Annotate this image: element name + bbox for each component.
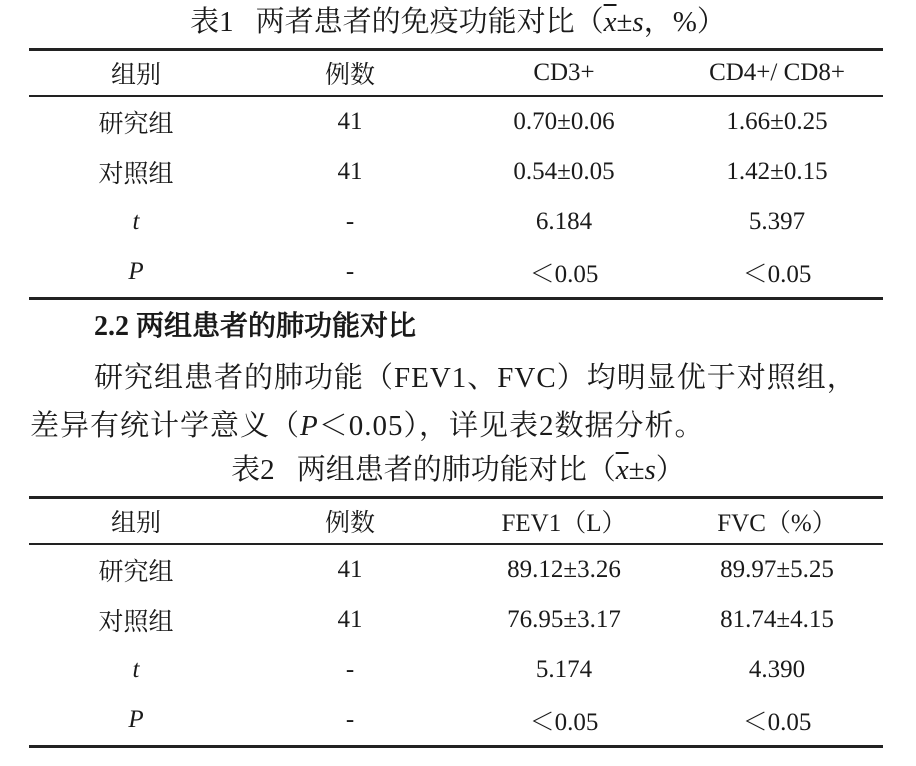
- table-cell: -: [345, 656, 355, 683]
- table-cell: 5.397: [748, 208, 806, 235]
- column-header-group: 组别: [29, 50, 243, 97]
- column-header-cd3: CD3+: [457, 50, 671, 97]
- table-cell: -: [243, 695, 457, 747]
- sd-symbol: s: [644, 454, 656, 486]
- table-cell: t: [132, 208, 140, 235]
- body-paragraph: 研究组患者的肺功能（FEV1、FVC）均明显优于对照组，差异有统计学意义（P＜0.05），详见表2数据分析。: [30, 362, 857, 442]
- table-cell: 5.174: [535, 656, 593, 683]
- table-cell: -: [243, 247, 457, 299]
- table-cell: 研究组: [98, 111, 174, 138]
- table-cell: 0.54±0.05: [513, 158, 615, 185]
- table-cell: 1.66±0.25: [726, 108, 828, 135]
- table-cell: ＜0.05: [457, 247, 671, 299]
- table-row: [29, 247, 883, 299]
- table-cell: 41: [337, 556, 363, 583]
- table-row: [29, 147, 883, 197]
- table1-number: 表1: [190, 6, 234, 38]
- mean-symbol: $\overline{x}$: [603, 6, 617, 38]
- table-cell: 4.390: [748, 656, 806, 683]
- table-header-row: [29, 498, 883, 545]
- table-cell: 81.74±4.15: [720, 606, 834, 633]
- column-header-cd4-cd8: CD4+/ CD8+: [671, 50, 883, 97]
- sd-symbol: s: [632, 6, 644, 38]
- table-cell: 1.42±0.15: [726, 158, 828, 185]
- column-header-fvc: FVC（%）: [671, 498, 883, 545]
- table-cell: 89.12±3.26: [507, 556, 621, 583]
- table-cell: 6.184: [535, 208, 593, 235]
- table-cell: 89.97±5.25: [720, 556, 834, 583]
- table-row: [29, 96, 883, 147]
- p-symbol: P: [300, 410, 319, 442]
- column-header-count: 例数: [243, 498, 457, 545]
- table-cell: 0.70±0.06: [513, 108, 615, 135]
- table-cell: P: [29, 247, 243, 299]
- table-row: [29, 544, 883, 595]
- section-heading: 2.2 两组患者的肺功能对比: [94, 311, 417, 342]
- column-header-count: 例数: [243, 50, 457, 97]
- table-row: [29, 645, 883, 695]
- table-cell: P: [29, 695, 243, 747]
- table2-caption: [0, 450, 916, 490]
- table-cell: -: [345, 208, 355, 235]
- table-cell: 41: [337, 606, 363, 633]
- table1-caption: [0, 2, 916, 42]
- table-cell: 76.95±3.17: [507, 606, 621, 633]
- column-header-fev1: FEV1（L）: [457, 498, 671, 545]
- table-cell: ＜0.05: [457, 695, 671, 747]
- table-cell: 41: [337, 158, 363, 185]
- table1-title: 两者患者的免疫功能对比（$\overline{x}\pm s$，%）: [255, 6, 726, 38]
- mean-symbol: $\overline{x}$: [615, 454, 629, 486]
- table-cell: t: [132, 656, 140, 683]
- table-row: [29, 595, 883, 645]
- table-cell: 对照组: [98, 609, 174, 636]
- table1: [29, 48, 883, 300]
- table-header-row: [29, 50, 883, 97]
- table-row: [29, 695, 883, 747]
- table-cell: 对照组: [98, 161, 174, 188]
- table-cell: 研究组: [98, 559, 174, 586]
- table-cell: ＜0.05: [671, 695, 883, 747]
- table2-number: 表2: [231, 454, 275, 486]
- table2-title: 两组患者的肺功能对比$(\overline{x}\pm s)$: [296, 454, 685, 486]
- table-row: [29, 197, 883, 247]
- column-header-group: 组别: [29, 498, 243, 545]
- table-cell: 41: [337, 108, 363, 135]
- table-cell: ＜0.05: [671, 247, 883, 299]
- table2: [29, 496, 883, 748]
